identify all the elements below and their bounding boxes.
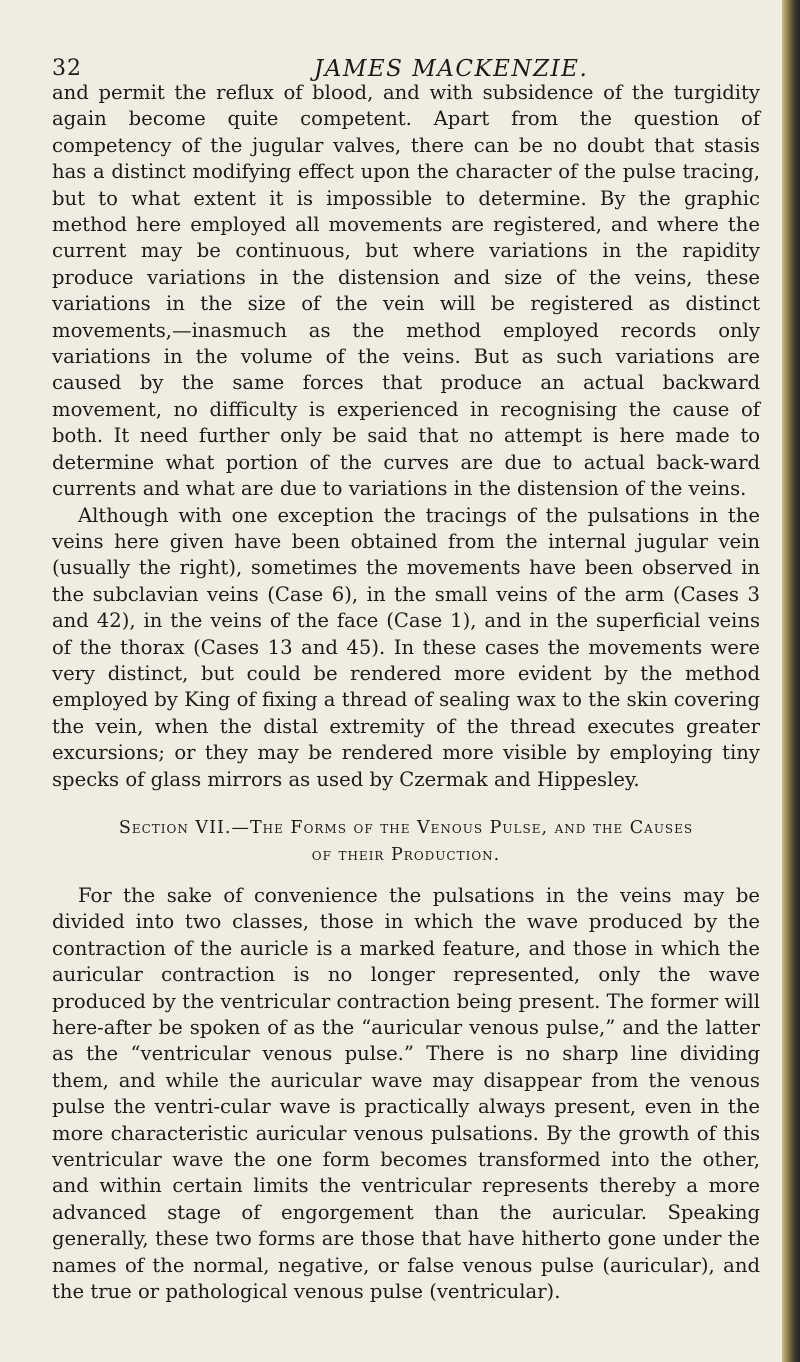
- paragraph-forms: For the sake of convenience the pulsations in the veins may be divided into two classes, those in which the wave produced by the contraction of the auricle is a marked feature, and those in which the auricular contraction is no longer represented, only the wave produced by the ventricular contraction being present. The former will here-after be spoken of as the “auricular venous pulse,” and the latter as the “ventricular venous pulse.” There is no sharp line dividing them, and while the auricular wave may disappear from the venous pulse the ventri-cular wave is practically always present, even in the more characteristic auricular venous pulsations. By the growth of this ventricular wave the one form becomes transformed into the other, and within certain limits the ventricular represents thereby a more advanced stage of engorgement than the auricular. Speaking generally, these two forms are those that have hitherto gone under the names of the normal, negative, or false venous pulse (auricular), and the true or pathological venous pulse (ventricular).: [52, 883, 760, 1304]
- page-number: 32: [52, 56, 82, 81]
- section-heading-line1: Section VII.—The Forms of the Venous Pulse, and the Causes: [118, 817, 694, 838]
- running-title: JAMES MACKENZIE.: [314, 56, 589, 82]
- section-heading: [52, 815, 760, 869]
- paragraph-tracings: Although with one exception the tracings of the pulsations in the veins here given have been obtained from the internal jugular vein (usually the right), sometimes the movements have been observed in the subclavian veins (Case 6), in the small veins of the arm (Cases 3 and 42), in the veins of the face (Case 1), and in the superficial veins of the thorax (Cases 13 and 45). In these cases the movements were very distinct, but could be rendered more evident by the method employed by King of fixing a thread of sealing wax to the skin covering the vein, when the distal extremity of the thread executes greater excursions; or they may be rendered more visible by employing tiny specks of glass mirrors as used by Czermak and Hippesley.: [52, 503, 760, 791]
- paragraph-continued: and permit the reflux of blood, and with subsidence of the turgidity again become quite competent. Apart from the question of competency of the jugular valves, there can be no doubt that stasis has a distinct modifying effect upon the character of the pulse tracing, but to what extent it is impossible to determine. By the graphic method here employed all movements are registered, and where the current may be continuous, but where variations in the rapidity produce variations in the distension and size of the veins, these variations in the size of the vein will be registered as distinct movements,—inasmuch as the method employed records only variations in the volume of the veins. But as such variations are caused by the same forces that produce an actual backward movement, no difficulty is experienced in recognising the cause of both. It need further only be said that no attempt is here made to determine what portion of the curves are due to actual back-ward currents and what are due to variations in the distension of the veins.: [52, 81, 760, 501]
- page-edge: [782, 0, 800, 1362]
- body-text: [52, 80, 760, 1305]
- section-heading-line2: of their Production.: [311, 844, 501, 865]
